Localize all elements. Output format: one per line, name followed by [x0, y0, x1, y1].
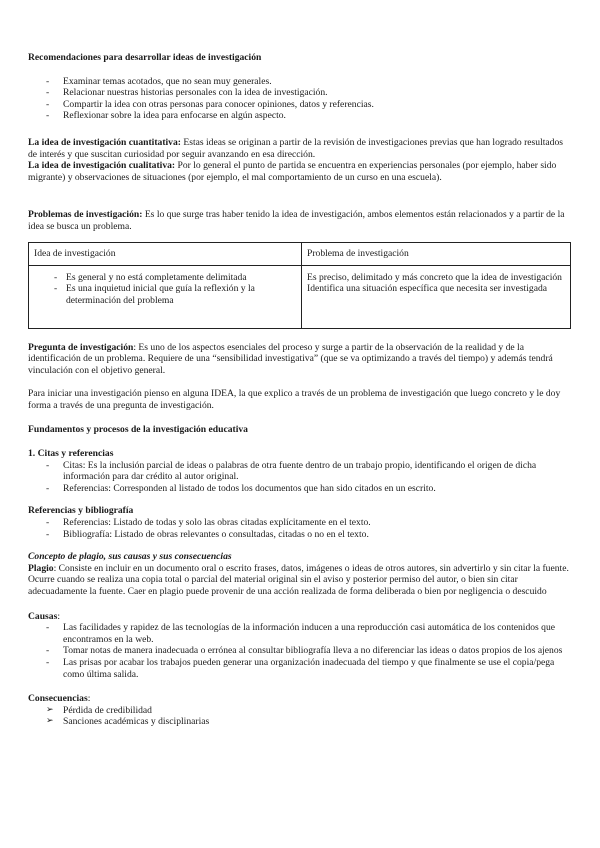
references-heading: Referencias y bibliografía — [28, 505, 134, 517]
list-item: - Bibliografía: Listado de obras relevantes o consultadas, citadas o no en el texto. — [28, 529, 574, 541]
list-item: - Tomar notas de manera inadecuada o errónea al consultar bibliografía lleva a no diferenciar las ideas o datos propios de los ajenos — [28, 645, 574, 657]
consequences-list — [28, 705, 574, 728]
plagiarism-text: : Consiste en incluir en un documento oral o escrito frases, datos, imágenes o ideas de otros autores, sin advertirlo y sin citar la fuente. Ocurre cuando se realiza una copia total o parcial del material original sin el aviso y posterior permiso del autor, o bien sin citar adecuadamente la fuente. Caer en plagio puede provenir de una acción realizada de forma deliberada o bien por negligencia o descuido — [28, 562, 569, 598]
causes-colon: : — [57, 610, 60, 622]
list-item: - Relacionar nuestras historias personales con la idea de investigación. — [28, 87, 574, 99]
citations-list — [28, 460, 574, 495]
list-item: ➢ Pérdida de credibilidad — [28, 705, 574, 717]
plagiarism-paragraph — [28, 563, 574, 598]
problem-paragraph — [28, 209, 574, 232]
consequences-heading: Consecuencias — [28, 693, 88, 705]
quantitative-idea-text: Estas ideas se originan a partir de la revisión de investigaciones previas que han logrado resultados de interés y que suscitan curiosidad por seguir avanzando en esa dirección. — [28, 136, 564, 160]
causes-heading-line — [28, 611, 574, 623]
summary-paragraph: Para iniciar una investigación pienso en alguna IDEA, la que explico a través de un problema de investigación que luego concreto y le doy forma a través de una pregunta de investigación. — [28, 388, 561, 411]
list-item: - Compartir la idea con otras personas para conocer opiniones, datos y referencias. — [28, 99, 574, 111]
table-header-problem: Problema de investigación — [302, 242, 571, 265]
causes-heading: Causas — [28, 610, 58, 622]
research-question-paragraph — [28, 342, 574, 377]
recommendations-list — [28, 76, 574, 122]
idea-list — [34, 272, 296, 307]
list-item: - Referencias: Listado de todas y solo las obras citadas explícitamente en el texto. — [28, 517, 574, 529]
problem-text: Es lo que surge tras haber tenido la idea de investigación, ambos elementos están relacionados y a partir de la idea se busca un problema. — [28, 209, 565, 232]
problem-label: Problemas de investigación: — [28, 209, 143, 221]
idea-vs-problem-table — [28, 242, 571, 329]
recommendations-heading: Recomendaciones para desarrollar ideas de investigación — [28, 52, 262, 63]
fundamentals-heading: Fundamentos y procesos de la investigación educativa — [28, 423, 248, 435]
table-cell-idea — [29, 265, 302, 328]
qualitative-idea-label: La idea de investigación cualitativa: — [28, 160, 176, 172]
problem-cell-line: Identifica una situación específica que necesita ser investigada — [307, 283, 548, 295]
list-item: - Examinar temas acotados, que no sean muy generales. — [28, 76, 574, 88]
research-question-label: Pregunta de investigación — [28, 341, 134, 353]
document-page — [28, 52, 574, 728]
problem-cell-line: Es preciso, delimitado y más concreto que la idea de investigación — [307, 271, 562, 283]
quantitative-idea-paragraph — [28, 137, 574, 160]
table-header-idea: Idea de investigación — [29, 242, 302, 265]
list-item: - Referencias: Corresponden al listado de todos los documentos que han sido citados en un escrito. — [28, 483, 574, 495]
list-item: - Las facilidades y rapidez de las tecnologías de la información inducen a una reproducción casi automática de los contenidos que encontramos en la web. — [28, 622, 574, 645]
consequences-colon: : — [87, 693, 91, 705]
list-item: - Es general y no está completamente delimitada — [34, 272, 296, 284]
table-cell-problem — [302, 265, 571, 328]
qualitative-idea-paragraph — [28, 160, 574, 183]
list-item: ➢ Sanciones académicas y disciplinarias — [28, 716, 574, 728]
list-item: - Las prisas por acabar los trabajos pueden generar una organización inadecuada del tiempo y que finalmente se use el copia/pega como última salida. — [28, 657, 574, 680]
list-item: - Reflexionar sobre la idea para enfocarse en algún aspecto. — [28, 110, 574, 122]
causes-list — [28, 622, 574, 680]
consequences-heading-line — [28, 693, 574, 705]
qualitative-idea-text: Por lo general el punto de partida se encuentra en experiencias personales (por ejemplo, haber sido migrante) y observaciones de situaciones (por ejemplo, el mal comportamiento de un curso en una escuela). — [28, 160, 557, 183]
research-question-text: : Es uno de los aspectos esenciales del proceso y surge a partir de la observación de la realidad y de la identificación de un problema. Requiere de una “sensibilidad investigativa” (que se va optimizando a través del tiempo) y además tendrá vinculación con el objetivo general. — [28, 341, 553, 376]
plagiarism-heading: Concepto de plagio, sus causas y sus consecuencias — [28, 551, 232, 563]
plagiarism-label: Plagio — [28, 562, 54, 574]
citations-heading: 1. Citas y referencias — [28, 448, 114, 460]
list-item: - Citas: Es la inclusión parcial de ideas o palabras de otra fuente dentro de un trabajo propio, identificando el origen de dicha información para dar crédito al autor original. — [28, 460, 574, 483]
list-item: - Es una inquietud inicial que guía la reflexión y la determinación del problema — [34, 283, 296, 306]
references-list — [28, 517, 574, 540]
quantitative-idea-label: La idea de investigación cuantitativa: — [28, 136, 181, 148]
